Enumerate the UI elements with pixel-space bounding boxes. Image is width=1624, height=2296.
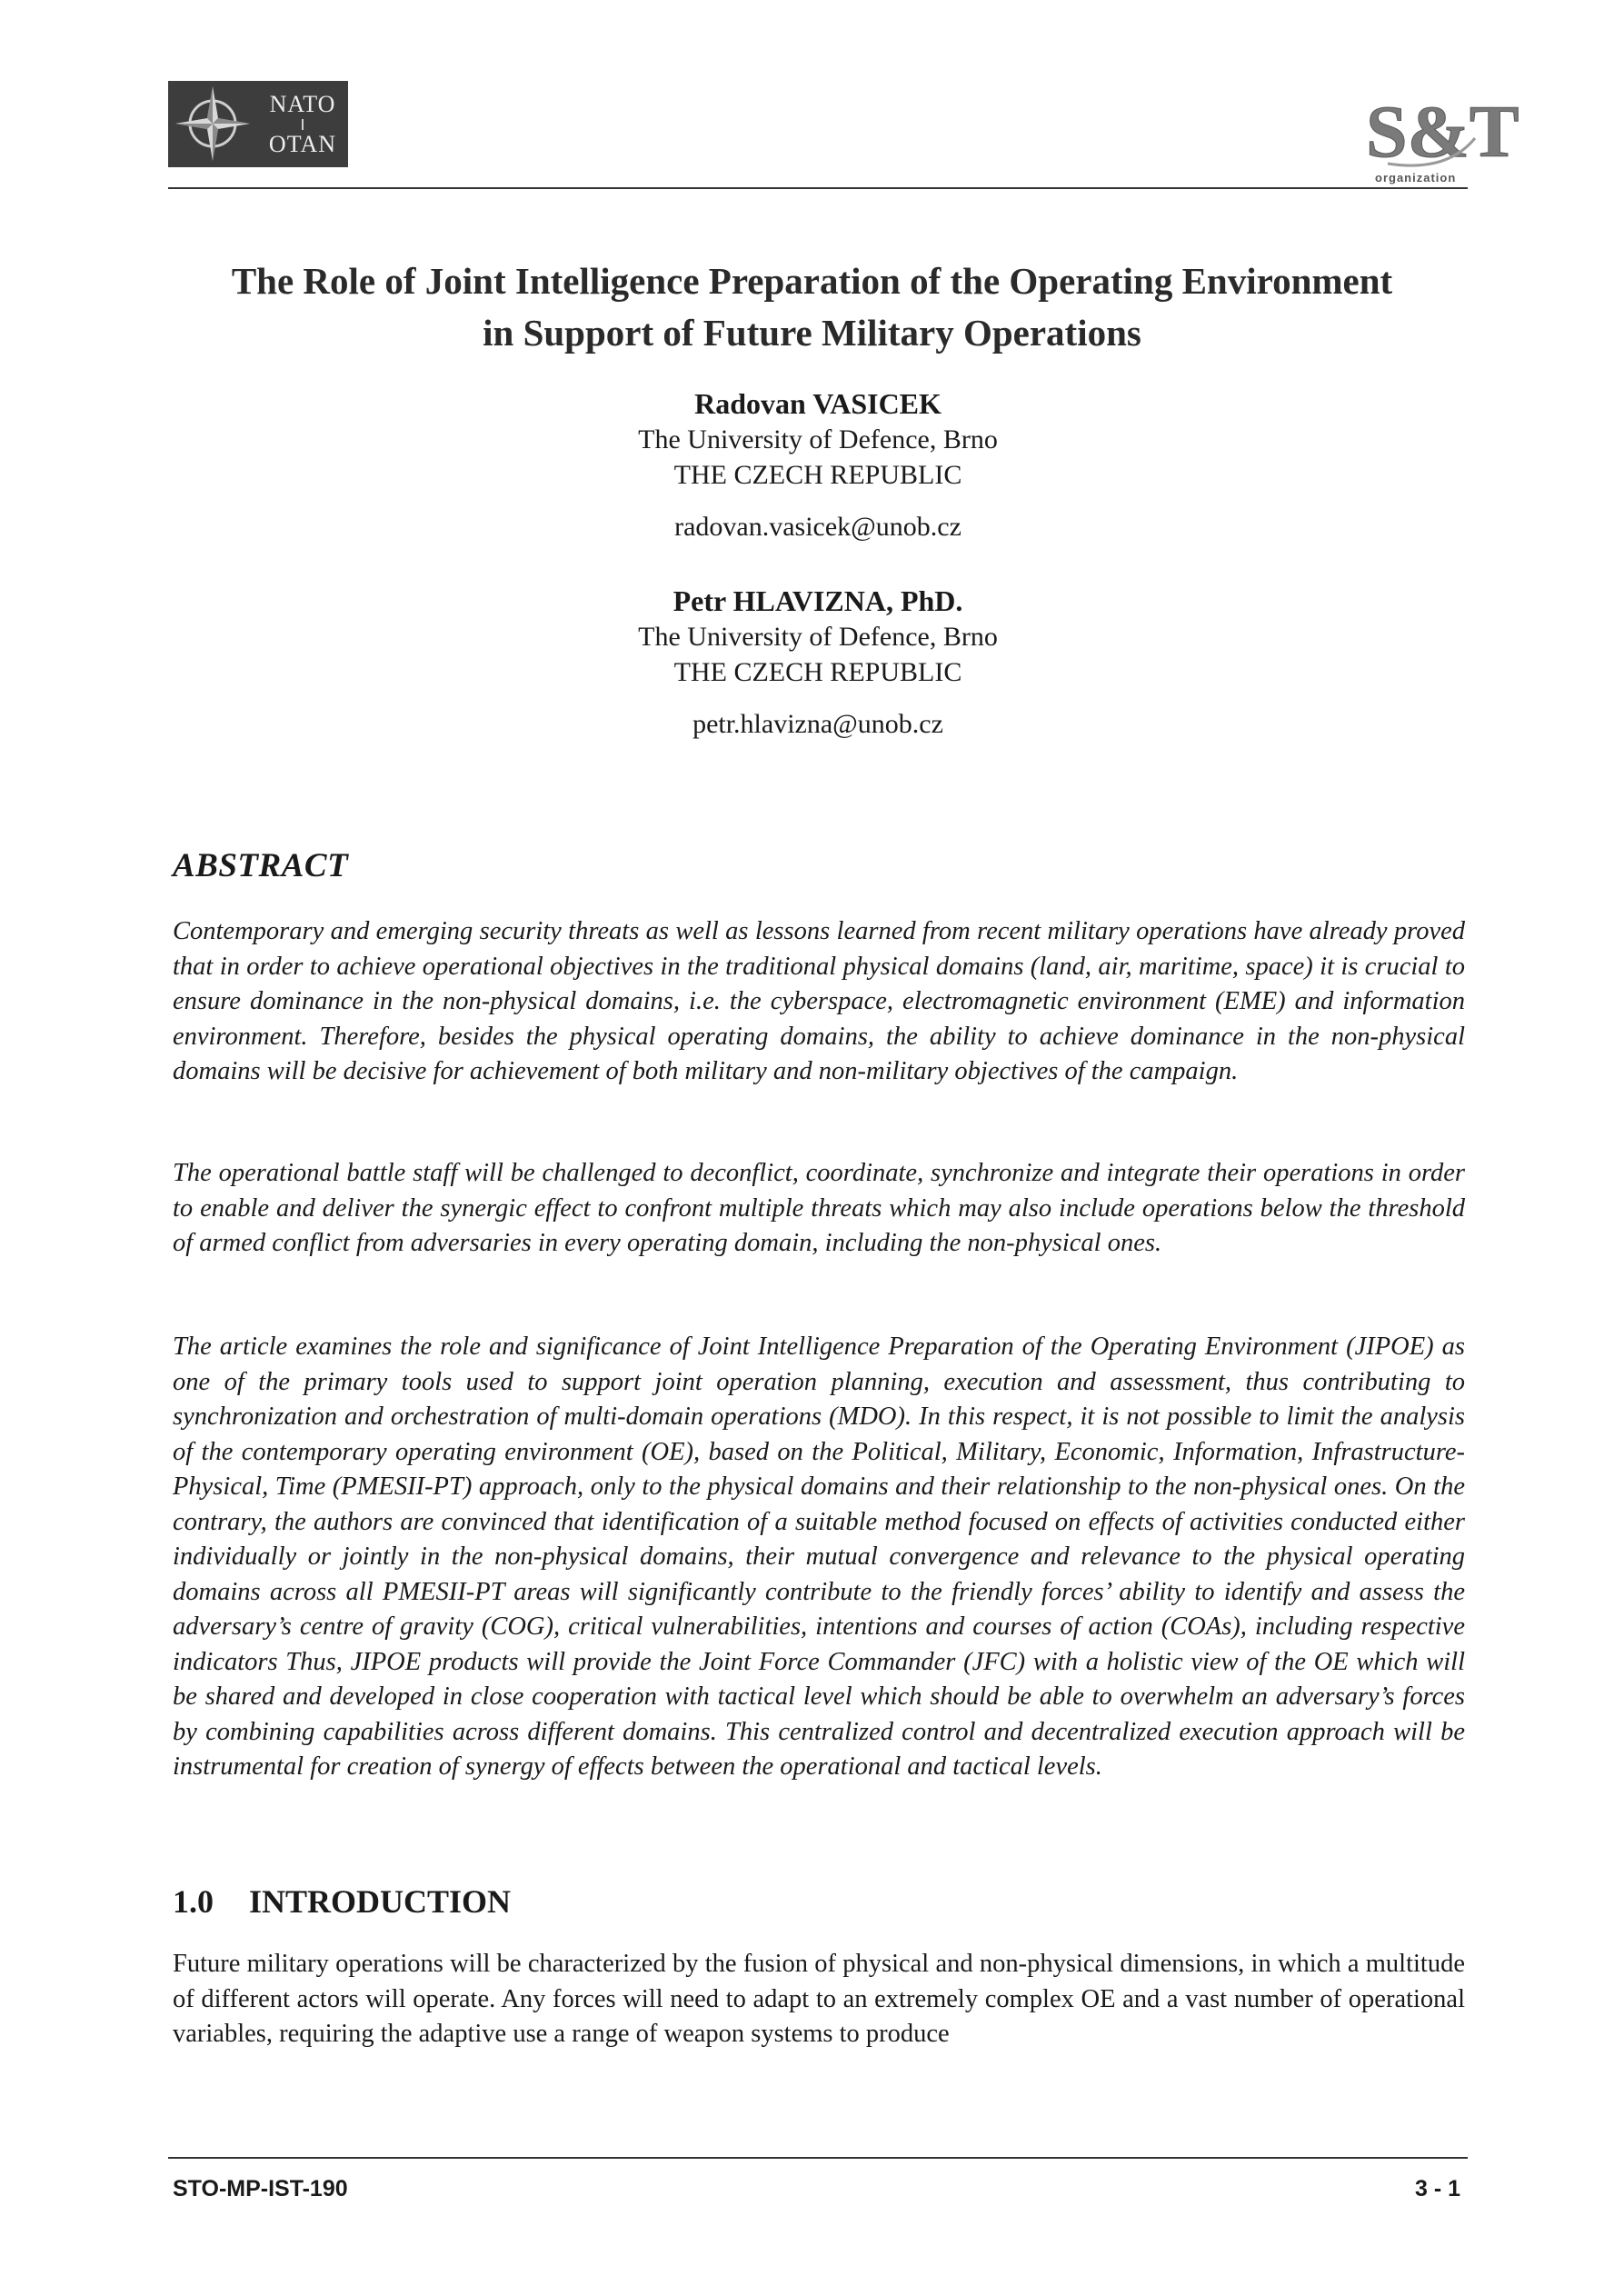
title-line-1: The Role of Joint Intelligence Preparation of the Operating Environment <box>231 260 1393 302</box>
author-affiliation: The University of Defence, Brno <box>638 622 998 652</box>
st-logo-letters: S&T <box>1366 90 1519 173</box>
title-line-2: in Support of Future Military Operations <box>483 312 1141 354</box>
nato-logo-separator <box>302 119 304 130</box>
section-title: INTRODUCTION <box>249 1883 512 1920</box>
section-heading-introduction <box>173 1882 511 1921</box>
st-organization-logo <box>1360 73 1519 186</box>
footer-page-number: 3 - 1 <box>1414 2176 1460 2201</box>
author-block-2 <box>454 584 1181 742</box>
nato-logo-word: NATO <box>269 90 336 117</box>
introduction-paragraph: Future military operations will be characterized by the fusion of physical and non-physical dimensions, in which a multitude of different actors will operate. Any forces will need to adapt to an extremely complex OE and a vast number of operational variables, requiring the adaptive use a range of weapon systems to produce <box>173 1950 1465 2048</box>
author-name: Radovan VASICEK <box>694 387 942 420</box>
nato-logo-text <box>257 81 348 167</box>
author-country: THE CZECH REPUBLIC <box>673 657 962 687</box>
nato-compass-star-icon <box>168 81 257 167</box>
author-name: Petr HLAVIZNA, PhD. <box>673 584 963 617</box>
author-email: radovan.vasicek@unob.cz <box>674 512 961 542</box>
abstract-paragraph-2: The operational battle staff will be challenged to deconflict, coordinate, synchronize and integrate their operations in order to enable and deliver the synergic effect to confront multiple threats which may also include operations below the threshold of armed conflict from adversaries in every operating domain, including the non-physical ones. <box>173 1159 1465 1257</box>
footer-rule <box>168 2157 1468 2159</box>
header-rule <box>168 187 1468 189</box>
section-number: 1.0 <box>173 1883 214 1920</box>
abstract-paragraph-3: The article examines the role and significance of Joint Intelligence Preparation of the Operating Environment (JIPOE) as one of the primary tools used to support joint operation planning, execution and assessment, thus contributing to synchronization and orchestration of multi-domain operations (MDO). In this respect, it is not possible to limit the analysis of the contemporary operating environment (OE), based on the Political, Military, Economic, Information, Infrastructure-Physical, Time (PMESII-PT) approach, only to the physical domains and their relationship to the non-physical ones. On the contrary, the authors are convinced that identification of a suitable method focused on effects of activities conducted either individually or jointly in the non-physical domains, their mutual convergence and relevance to the physical operating domains across all PMESII-PT areas will significantly contribute to the friendly forces’ ability to identify and assess the adversary’s centre of gravity (COG), critical vulnerabilities, intentions and courses of action (COAs), including respective indicators Thus, JIPOE products will provide the Joint Force Commander (JFC) with a holistic view of the OE which will be shared and developed in close cooperation with tactical level which should be able to overwhelm an adversary’s forces by combining capabilities across different domains. This centralized control and decentralized execution approach will be instrumental for creation of synergy of effects between the operational and tactical levels. <box>173 1333 1465 1781</box>
author-block-1 <box>454 386 1181 544</box>
st-logo-caption: organization <box>1375 171 1457 185</box>
otan-logo-word: OTAN <box>268 130 337 157</box>
footer-document-id: STO-MP-IST-190 <box>173 2176 348 2201</box>
author-country: THE CZECH REPUBLIC <box>673 460 962 490</box>
abstract-heading: ABSTRACT <box>173 847 349 884</box>
abstract-paragraph-1: Contemporary and emerging security threats as well as lessons learned from recent military operations have already proved that in order to achieve operational objectives in the traditional physical domains (land, air, maritime, space) it is crucial to ensure dominance in the non-physical domains, i.e. the cyberspace, electromagnetic environment (EME) and information environment. Therefore, besides the physical operating domains, the ability to achieve dominance in the non-physical domains will be decisive for achievement of both military and non-military objectives of the campaign. <box>173 917 1465 1085</box>
nato-otan-logo <box>168 81 348 167</box>
paper-title <box>145 255 1479 359</box>
author-affiliation: The University of Defence, Brno <box>638 424 998 454</box>
author-email: petr.hlavizna@unob.cz <box>692 709 943 739</box>
